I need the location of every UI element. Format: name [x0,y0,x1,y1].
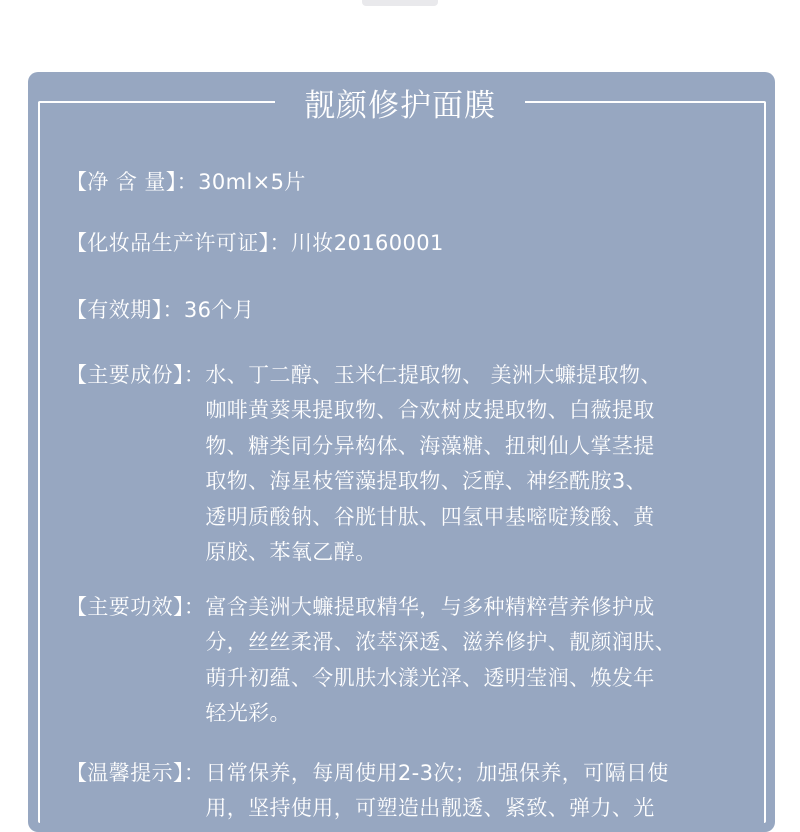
row-label: 【主要功效】： [66,595,206,619]
row-label: 【温馨提示】： [66,761,206,785]
row-value: 36个月 [183,298,255,322]
top-tab [362,0,438,6]
info-row-tips [66,756,746,827]
row-label: 【有效期】： [66,298,184,322]
row-label: 【净 含 量】： [66,170,199,194]
row-value: 日常保养，每周使用2-3次；加强保养，可隔日使 用，坚持使用，可塑造出靓透、紧致、弹力、光 [205,761,669,821]
info-row-efficacy [66,590,746,732]
info-row-net-content [66,165,746,199]
row-label: 【化妆品生产许可证】： [66,231,291,255]
row-value: 川妆20160001 [290,231,444,255]
info-row-shelf-life [66,293,746,327]
info-row-license [66,226,746,260]
product-title: 靓颜修护面膜 [275,80,525,124]
row-value: 30ml×5片 [198,170,306,194]
row-label: 【主要成份】： [66,363,206,387]
row-value: 水、丁二醇、玉米仁提取物、 美洲大蠊提取物、 咖啡黄葵果提取物、合欢树皮提取物、白薇提取 物、糖类同分异构体、海藻糖、扭刺仙人掌茎提 取物、海星枝管藻提取物、泛醇、神经酰胺3、 透明质酸钠、谷胱甘肽、四氢甲基嘧啶羧酸、黄 原胶、苯氧乙醇。 [205,363,662,565]
info-row-ingredients [66,358,746,570]
row-value: 富含美洲大蠊提取精华，与多种精粹营养修护成 分，丝丝柔滑、浓萃深透、滋养修护、靓颜润肤、 萌升初蕴、令肌肤水漾光泽、透明莹润、焕发年 轻光彩。 [205,595,677,726]
